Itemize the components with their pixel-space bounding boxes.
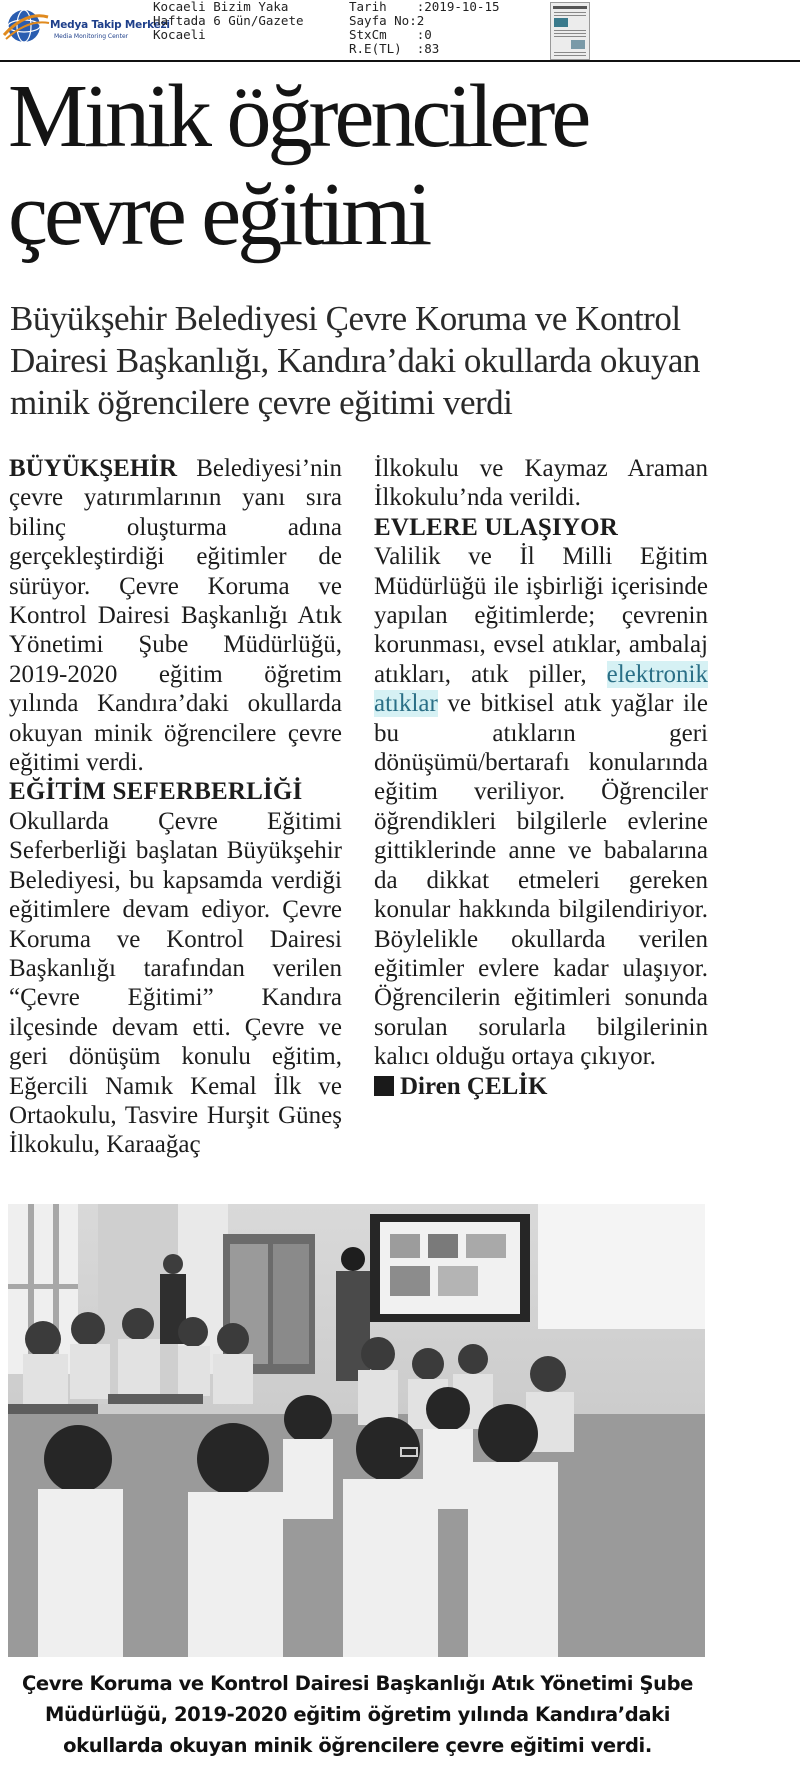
paragraph-intro [9,454,342,777]
square-bullet-icon [374,1076,394,1096]
paragraph-evlere-part1: Valilik ve İl Milli Eğitim Müdürlüğü ile işbirliği içerisinde yapılan eğitimlerde; çevrenin korunması, evsel atıklar, ambalaj atıkları, atık piller, [374,543,708,688]
paragraph-seferberlik: Okullarda Çevre Eğitimi Seferberliği başlatan Büyükşehir Belediyesi, bu kapsamda verdiği eğitimlere devam ediyor. Çevre Koruma ve Kontrol Dairesi Başkanlığı tarafından verilen “Çevre Eğitimi” Kandıra ilçesinde devam etti. Çevre ve geri dönüşüm konulu eğitim, Eğercili Namık Kemal İlk ve Ortaokulu, Tasvire Hurşit Güneş İlkokulu, Karaağaç [9,807,342,1159]
date-row: Tarih :2019-10-15 [349,0,500,14]
paragraph-evlere-part2: ve bitkisel atık yağlar ile bu atıkların geri dönüşümü/bertarafı konularında eğitim veriliyor. Öğrenciler öğrendikleri bilgilerle evlerine gittiklerinde anne ve babalarına da dikkat etmeleri gereken konular hakkında bilgilendiriyor. Böylelikle okullarda verilen eğitimler evlere kadar ulaşıyor. Öğrencilerin eğitimleri sonunda sorulan sorularla bilgilerinin kalıcı olduğu ortaya çıkıyor. [374,690,708,1071]
logo-subtitle: Media Monitoring Center [54,33,129,40]
page-thumbnail [550,2,590,60]
publication-name: Kocaeli Bizim Yaka [153,0,289,14]
article-column-right [374,454,708,1101]
clipping-meta [349,0,500,56]
paragraph-evlere [374,542,708,1071]
header-divider [0,60,800,62]
page-number-row: Sayfa No:2 [349,13,425,28]
subheading-evlere-ulasiyor: EVLERE ULAŞIYOR [374,513,619,541]
monitoring-header [0,0,800,60]
photo-caption: Çevre Koruma ve Kontrol Dairesi Başkanlığı Atık Yönetimi Şube Müdürlüğü, 2019-2020 eğitim öğretim yılında Kandıra’daki okullarda okuyan minik öğrencilere çevre eğitimi verdi. [22,1672,693,1757]
classroom-photo [8,1204,705,1657]
author-name: Diren ÇELİK [400,1072,548,1100]
publication-region: Kocaeli [153,27,206,42]
article-column-left [9,454,342,1160]
article-title: Minik öğrencilere çevre eğitimi [8,67,588,264]
ad-value-row: R.E(TL) :83 [349,41,440,56]
publication-frequency: Haftada 6 Gün/Gazete [153,13,304,28]
subheading-egitim-seferberligi: EĞİTİM SEFERBERLİĞİ [9,778,303,806]
author-signature [374,1072,708,1101]
medya-takip-logo [0,3,170,47]
globe-logo-icon [2,5,50,45]
highlighted-keyword: elektronik atıklar [374,660,708,718]
publication-info [153,0,304,42]
lead-word: BÜYÜKŞEHİR [9,455,178,482]
paragraph-intro-text: Belediyesi’nin çevre yatırımlarının yanı sıra bilinç oluşturma adına gerçekleştirdiği eğitimler de sürüyor. Çevre Koruma ve Kontrol Dairesi Başkanlığı Atık Yönetimi Şube Müdürlüğü, 2019-2020 eğitim öğretim yılında Kandıra’daki okullarda okuyan minik öğrencilere çevre eğitimi verdi. [9,455,342,777]
paragraph-seferberlik-continued: İlkokulu ve Kaymaz Araman İlkokulu’nda verildi. [374,455,708,512]
stxcm-row: StxCm :0 [349,27,432,42]
article-deck: Büyükşehir Belediyesi Çevre Koruma ve Kontrol Dairesi Başkanlığı, Kandıra’daki okullarda okuyan minik öğrencilere çevre eğitimi verdi [10,299,700,422]
logo-name: Medya Takip Merkezi [50,19,170,31]
